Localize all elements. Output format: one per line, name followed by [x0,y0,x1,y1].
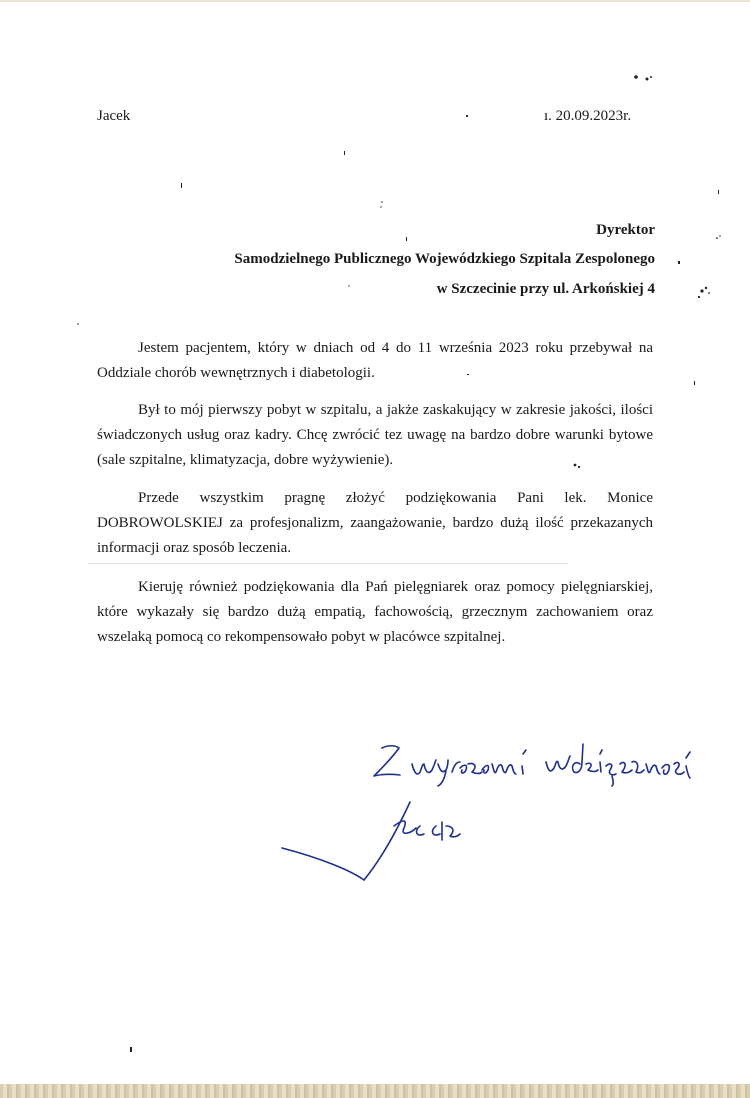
body-paragraph: Przede wszystkim pragnę złożyć podziękowania Pani lek. Monice DOBROWOLSKIEJ za profesjonalizm, zaangażowanie, bardzo dużą ilość przekazanych informacji oraz sposób leczenia. [97,490,653,556]
handwritten-signature [270,730,710,900]
recipient-title: Dyrektor [596,222,655,238]
recipient-address: w Szczecinie przy ul. Arkońskiej 4 [436,281,655,297]
scan-bottom-edge [0,1084,750,1098]
letter-date: ı. 20.09.2023r. [544,108,632,124]
body-paragraph: Kieruję również podziękowania dla Pań pielęgniarek oraz pomocy pielęgniarskiej, które wykazały się bardzo dużą empatią, fachowością, grzecznym zachowaniem oraz wszelaką pomocą co rekompensowało pobyt w placówce szpitalnej. [97,579,653,645]
sender-name: Jacek [97,108,131,124]
body-paragraph: Był to mój pierwszy pobyt w szpitalu, a jakże zaskakujący w zakresie jakości, ilości świadczonych usług oraz kadry. Chcę zwrócić tez uwagę na bardzo dobre warunki bytowe (sale szpitalne, klimatyzacja, dobre wyżywienie). [97,402,653,468]
body-paragraph: Jestem pacjentem, który w dniach od 4 do 11 września 2023 roku przebywał na Oddziale chorób wewnętrznych i diabetologii. [97,340,653,381]
recipient-institution: Samodzielnego Publicznego Wojewódzkiego Szpitala Zespolonego [234,251,655,267]
